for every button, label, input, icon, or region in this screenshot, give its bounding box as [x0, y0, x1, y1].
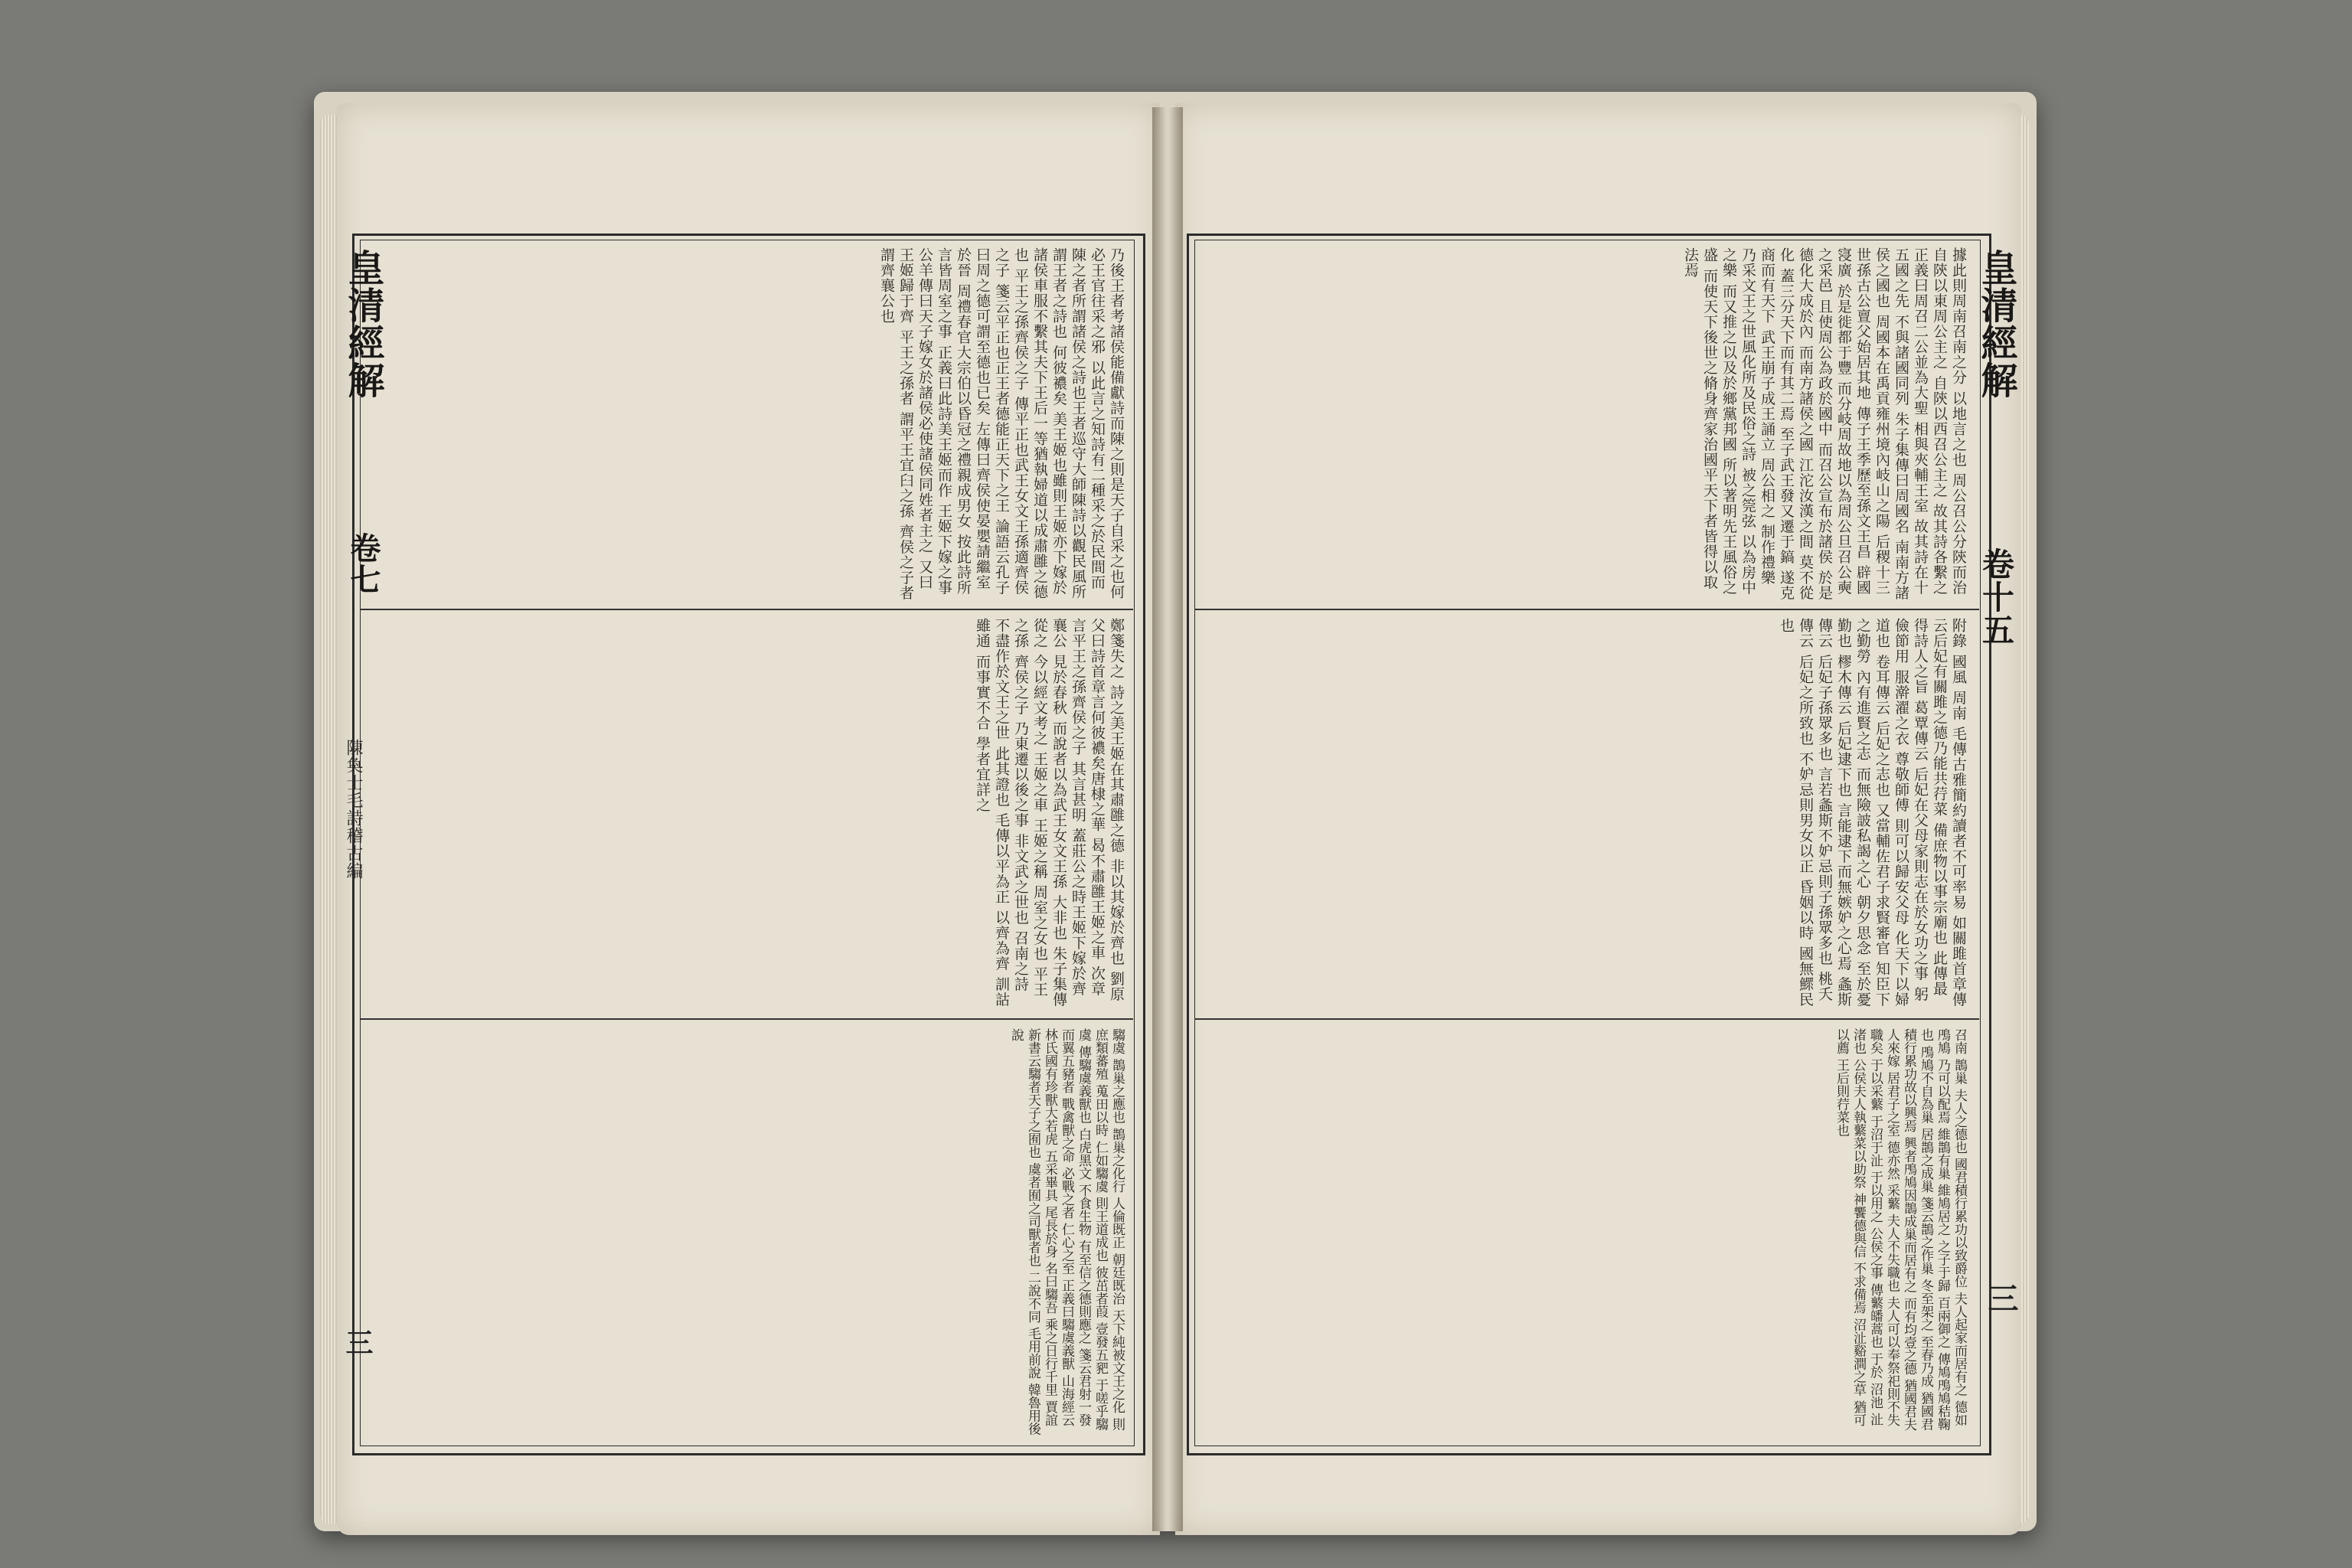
right-page-number: 三: [1983, 1282, 2019, 1313]
right-rule-2: [1194, 1018, 1979, 1020]
left-page: [337, 103, 1160, 1535]
right-page: [1175, 103, 2021, 1535]
right-rule-1: [1194, 609, 1979, 610]
left-rule-1: [360, 609, 1133, 610]
left-page-number: 三: [341, 1328, 374, 1356]
left-middle-section: 鄭箋失之 詩之美王姬在其肅雝之德 非以其嫁於齊也 劉原父曰詩首章言何彼襛矣唐棣之華 曷不肅雝王姬之車 次章言平王之孫齊侯之子 其言甚明 蓋莊公之時王姬下嫁於齊襄公 見於春秋 而說者以為武王女文王孫 大非也 朱子集傳從之 今以經文考之 王姬之車 王姬之稱 周室之女也 平王之孫 齊侯之子 乃東遷以後之事 非文武之世也 召南之詩 不盡作於文王之世 此其證也 毛傳以平為正 以齊為齊 訓詁雖通 而事實不合 學者宜詳之: [974, 618, 1125, 1008]
left-upper-section: 乃後王者考諸侯能備獻詩而陳之則是天子自采之也何必王官往采之邪 以此言之知詩有二種采之於民間而陳之者所謂諸侯之詩也王者巡守大師陳詩以觀民風所謂王者之詩也 何彼襛矣 美王姬也雖則王姬亦下嫁於諸侯車服不繫其夫下王后一等猶執婦道以成肅雝之德也 平王之孫齊侯之子 傳平正也武王女文王孫適齊侯之子 箋云平正也正王者德能正天下之王 論語云孔子曰周之德可謂至德也已矣 左傳曰齊侯使晏嬰請繼室於晉 周禮春官大宗伯以昏冠之禮親成男女 按此詩所言皆周室之事 正義曰此詩美王姬而作 王姬下嫁之事 公羊傳曰天子嫁女於諸侯必使諸侯同姓者主之 又曰王姬歸于齊 平王之孫者 謂平王宜臼之孫 齊侯之子者 謂齊襄公也: [878, 247, 1125, 601]
left-header-title: 皇清經解: [341, 249, 384, 399]
left-rule-2: [360, 1018, 1133, 1020]
right-header-volume: 卷十五: [1978, 547, 2015, 646]
book-gutter: [1152, 107, 1183, 1531]
right-header-title: 皇清經解: [1975, 249, 2017, 399]
left-header-volume: 卷七: [345, 532, 381, 595]
right-middle-section: 附錄 國風 周南 毛傳古雅簡約讀者不可率易 如關雎首章傳云后妃有關雎之德乃能共荇菜 備庶物以事宗廟也 此傳最得詩人之旨 葛覃傳云 后妃在父母家則志在於女功之事 躬儉節用 服澣濯之衣 尊敬師傅 則可以歸安父母 化天下以婦道也 卷耳傳云 后妃之志也 又當輔佐君子求賢審官 知臣下之勤勞 內有進賢之志 而無險詖私謁之心 朝夕思念 至於憂勤也 樛木傳云 后妃逮下也 言能逮下而無嫉妒之心焉 螽斯傳云 后妃子孫眾多也 言若螽斯不妒忌則子孫眾多也 桃夭傳云 后妃之所致也 不妒忌則男女以正 昏姻以時 國無鰥民也: [1778, 618, 1967, 1008]
left-lower-section: 騶虞 鵲巢之應也 鵲巢之化行 人倫既正 朝廷既治 天下純被文王之化 則庶類蕃殖 蒐田以時 仁如騶虞 則王道成也 彼茁者葭 壹發五豝 于嗟乎騶虞 傳騶虞義獸也 白虎黑文 不食生物 有至信之德則應之 箋云君射一發而翼五豬者 戰禽獸之命 必戰之者 仁心之至 正義曰騶虞義獸 山海經云林氏國有珍獸大若虎 五采畢具 尾長於身 名曰騶吾 乘之日行千里 賈誼新書云騶者天子之囿也 虞者囿之司獸者也 二說不同 毛用前說 韓魯用後說: [1008, 1028, 1125, 1436]
right-upper-section: 據此則周南召南之分 以地言之也 周公召公分陝而治 自陝以東周公主之 自陝以西召公主之 故其詩各繫之 正義曰周召二公並為大聖 相與夾輔王室 故其詩在十五國之先 不與諸國同列 朱子集傳曰周國名 南南方諸侯之國也 周國本在禹貢雍州境內岐山之陽 后稷十三世孫古公亶父始居其地 傳子王季歷至孫文王昌 辟國寖廣 於是徙都于豐 而分岐周故地以為周公旦召公奭之采邑 且使周公為政於國中 而召公宣布於諸侯 於是德化大成於內 而南方諸侯之國 江沱汝漢之間 莫不從化 蓋三分天下而有其二焉 至子武王發又遷于鎬 遂克商而有天下 武王崩子成王誦立 周公相之 制作禮樂 乃采文王之世風化所及民俗之詩 被之筦弦 以為房中之樂 而又推之以及於鄉黨邦國 所以著明先王風俗之盛 而使天下後世之脩身齊家治國平天下者皆得以取法焉: [1682, 247, 1967, 601]
right-lower-section: 召南 鵲巢 夫人之德也 國君積行累功以致爵位 夫人起家而居有之 德如鳲鳩 乃可以配焉 維鵲有巢 維鳩居之 之子于歸 百兩御之 傳鳩鳲鳩秸鞠也 鳲鳩不自為巢 居鵲之成巢 箋云鵲之作巢 冬至架之 至春乃成 猶國君積行累功故以興焉 興者鳲鳩因鵲成巢而居有之 而有均壹之德 猶國君夫人來嫁 居君子之室 德亦然 采蘩 夫人不失職也 夫人可以奉祭祀則不失職矣 于以采蘩 于沼于沚 于以用之 公侯之事 傳蘩皤蒿也 于於 沼池 沚渚也 公侯夫人執蘩菜以助祭 神饗德與信 不求備焉 沼沚谿澗之草 猶可以薦 王后則荇菜也: [1834, 1028, 1967, 1432]
left-footer-text: 陳奐士毛詩稽古編: [344, 739, 363, 880]
